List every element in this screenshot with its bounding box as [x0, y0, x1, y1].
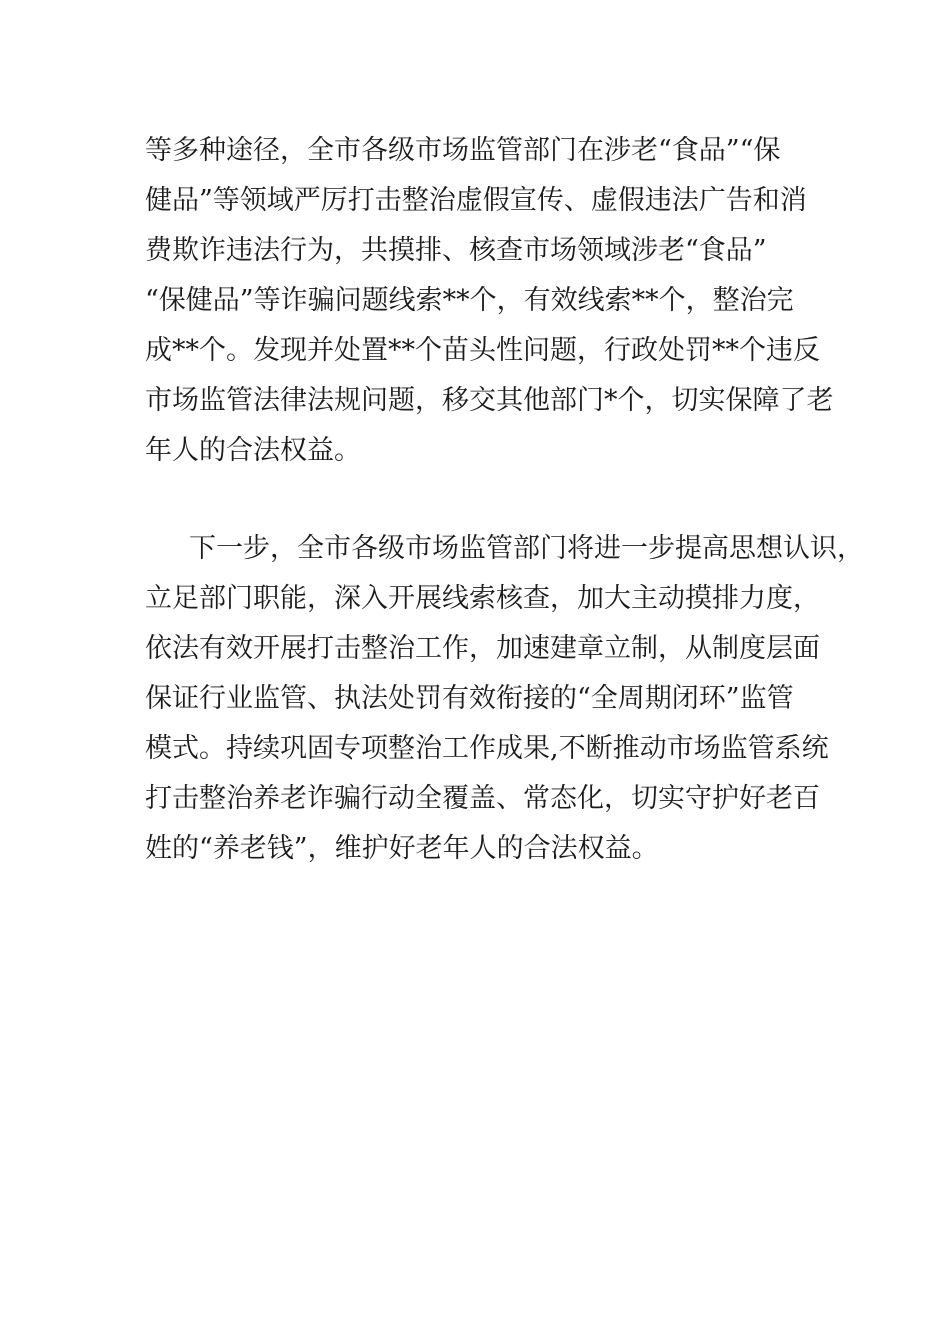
text-line: 姓的“养老钱”，维护好老年人的合法权益。 — [145, 833, 659, 864]
text-line: 等多种途径，全市各级市场监管部门在涉老“食品”“保 — [145, 135, 781, 166]
text-line: 立足部门职能，深入开展线索核查，加大主动摸排力度， — [145, 583, 820, 614]
text-line: 健品”等领域严厉打击整治虚假宣传、虚假违法广告和消 — [145, 185, 807, 216]
text-line: 模式。持续巩固专项整治工作成果,不断推动市场监管系统 — [145, 733, 829, 764]
text-line: 年人的合法权益。 — [145, 435, 361, 466]
text-line: 下一步，全市各级市场监管部门将进一步提高思想认识， — [189, 533, 864, 564]
text-line: 打击整治养老诈骗行动全覆盖、常态化，切实守护好老百 — [145, 783, 820, 814]
text-line: 保证行业监管、执法处罚有效衔接的“全周期闭环”监管 — [145, 683, 794, 714]
text-line: 市场监管法律法规问题，移交其他部门*个，切实保障了老 — [145, 385, 834, 416]
text-line: 成**个。发现并处置**个苗头性问题，行政处罚**个违反 — [145, 335, 820, 366]
paragraph-next-steps — [145, 524, 864, 874]
text-line: 依法有效开展打击整治工作，加速建章立制，从制度层面 — [145, 633, 820, 664]
text-line: 费欺诈违法行为，共摸排、核查市场领域涉老“食品” — [145, 235, 767, 266]
text-line: “保健品”等诈骗问题线索**个，有效线索**个，整治完 — [145, 285, 794, 316]
paragraph-campaign-results — [145, 126, 834, 476]
